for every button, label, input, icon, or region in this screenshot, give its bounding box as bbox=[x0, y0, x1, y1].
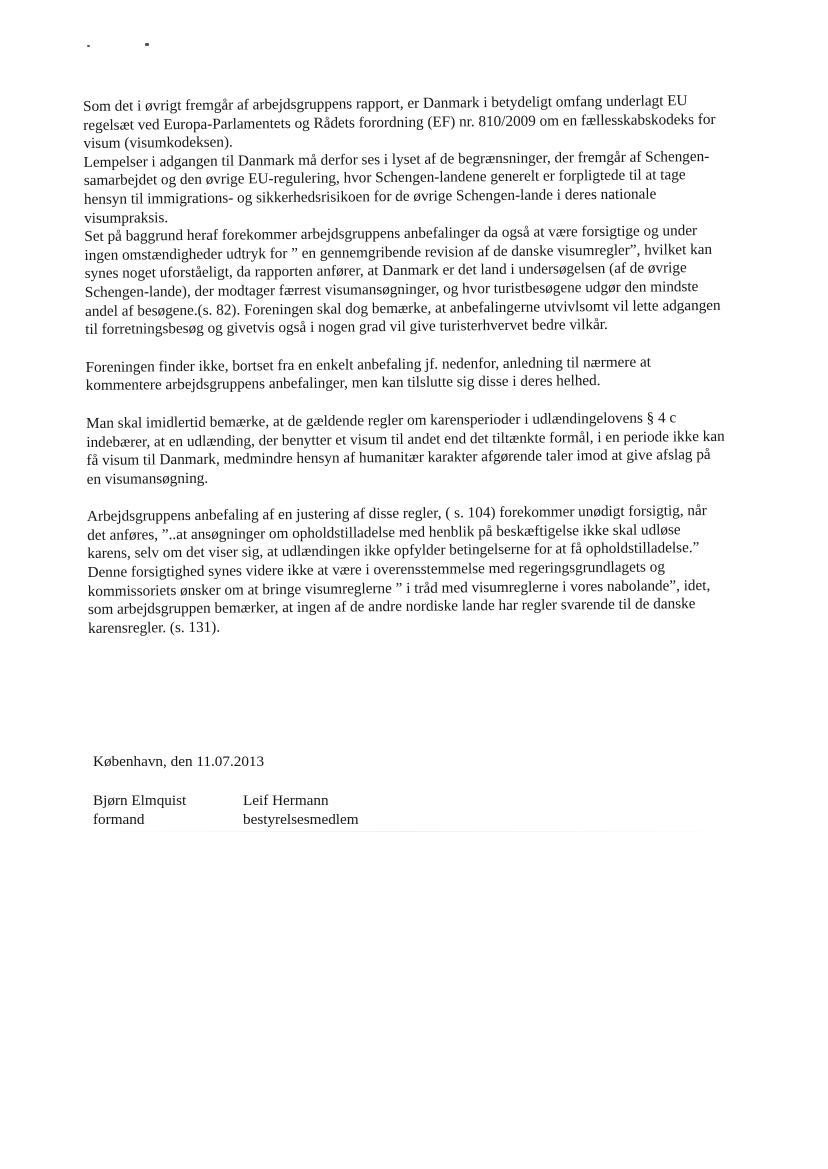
paragraph-support: Foreningen finder ikke, bortset fra en enkelt anbefaling jf. nedenfor, anledning til nærmere at kommentere arbejdsgruppens anbefalinger, men kan tilslutte sig disse i deres helhed. bbox=[85, 353, 651, 395]
signer-role: bestyrelsesmedlem bbox=[243, 811, 359, 828]
scan-fold-line bbox=[60, 831, 760, 832]
signer-chair bbox=[93, 791, 243, 829]
place-date: København, den 11.07.2013 bbox=[93, 753, 265, 770]
paragraph-visa-code: Som det i øvrigt fremgår af arbejdsgruppens rapport, er Danmark i betydeligt omfang underlagt EU regelsæt ved Europa-Parlamentets og Rådets forordning (EF) nr. 810/2009 om en fællesskabskodeks for visum (visumkodeksen). bbox=[83, 92, 716, 153]
signer-name: Leif Hermann bbox=[243, 792, 329, 809]
signer-name: Bjørn Elmquist bbox=[93, 792, 187, 809]
letter-body bbox=[83, 92, 728, 639]
paragraph-schengen: Lempelser i adgangen til Danmark må derfor ses i lyset af de begrænsninger, der fremgår af Schengen-samarbejdet og den øvrige EU-regulering, hvor Schengen-landene generelt er forpligtede til at tage hensyn til immigrations- og sikkerhedsrisikoen for de øvrige Schengen-lande i deres nationale visumpraksis. bbox=[83, 147, 710, 227]
signer-board-member bbox=[243, 791, 359, 829]
signature-block bbox=[93, 752, 493, 829]
scan-speck bbox=[87, 45, 90, 47]
paragraph-adjustment: Arbejdsgruppens anbefaling af en justering af disse regler, ( s. 104) forekommer unødigt forsigtig, når det anføres, ”..at ansøgninger om opholdstilladelse med henblik på beskæftigelse ikke skal udløse karens, selv om det viser sig, at udlændingen ikke opfylder betingelserne for at få opholdstilladelse.” bbox=[86, 502, 707, 563]
scan-speck bbox=[145, 43, 149, 46]
signers bbox=[93, 791, 493, 829]
paragraph-caution: Denne forsigtighed synes videre ikke at være i overensstemmelse med regeringsgrundlagets og kommissoriets ønsker om at bringe visumreglerne ” i tråd med visumreglerne i vores nabolande”, idet, som arbejdsgruppen bemærker, at ingen af de andre nordiske lande har regler svarende til de danske karensregler. (s. 131). bbox=[87, 558, 711, 637]
signer-role: formand bbox=[93, 811, 145, 828]
paragraph-karens: Man skal imidlertid bemærke, at de gældende regler om karensperioder i udlændingelovens § 4 c indebærer, at en udlænding, der benytter et visum til andet end det tiltænkte formål, i en periode ikke kan få visum til Danmark, medmindre hensyn af humanitær karakter afgørende taler imod at give afslag på en visumansøgning. bbox=[86, 409, 725, 488]
paragraph-recommendations: Set på baggrund heraf forekommer arbejdsgruppens anbefalinger da også at være forsigtige og under ingen omstændigheder udtryk for ” en gennemgribende revision af de danske visumregler”, hvilket kan synes noget uforståeligt, da rapporten anfører, at Danmark er det land i undersøgelsen (af de øvrige Schengen-lande), der modtager færrest visumansøgninger, og hvor turistbesøgene udgør den mindste andel af besøgene.(s. 82). Foreningen skal dog bemærke, at anbefalingerne utvivlsomt vil lette adgangen til forretningsbesøg og givetvis også i nogen grad vil give turisterhvervet bedre vilkår. bbox=[84, 222, 721, 339]
